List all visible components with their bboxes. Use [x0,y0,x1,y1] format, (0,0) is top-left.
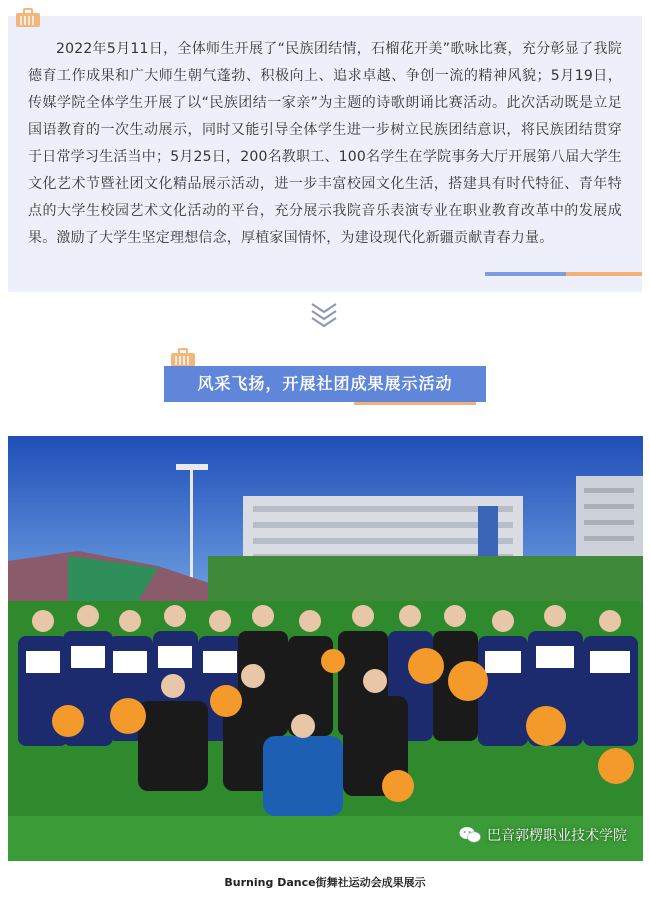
section-title-underline [354,402,476,405]
section-title: 风采飞扬，开展社团成果展示活动 [164,366,486,402]
briefcase-icon [15,8,41,28]
wechat-icon [459,826,481,844]
watermark-text: 巴音郭楞职业技术学院 [487,828,627,844]
photo-caption: Burning Dance街舞社运动会成果展示 [224,876,426,889]
card-accent-bar-orange [566,272,642,276]
group-photo-illustration [8,436,643,861]
intro-card [8,16,642,292]
card-accent-bar-blue [485,272,566,276]
intro-paragraph: 2022年5月11日，全体师生开展了“民族团结情，石榴花开美”歌咏比赛，充分彰显了我院德育工作成果和广大师生朝气蓬勃、积极向上、追求卓越、争创一流的精神风貌；5月19日，传媒学院全体学生开展了以“民族团结一家亲”为主题的诗歌朗诵比赛活动。此次活动既是立足国语教育的一次生动展示，同时又能引导全体学生进一步树立民族团结意识，将民族团结贯穿于日常学习生活当中；5月25日，200名教职工、100名学生在学院事务大厅开展第八届大学生文化艺术节暨社团文化精品展示活动，进一步丰富校园文化生活，搭建具有时代特征、青年特点的大学生校园艺术文化活动的平台，充分展示我院音乐表演专业在职业教育改革中的发展成果。激励了大学生坚定理想信念，厚植家国情怀，为建设现代化新疆贡献青春力量。 [28,41,622,246]
chevron-down-icon [308,300,340,328]
photo-watermark [459,825,627,845]
section-heading [164,348,486,406]
briefcase-icon [170,348,196,368]
group-photo [8,436,643,861]
